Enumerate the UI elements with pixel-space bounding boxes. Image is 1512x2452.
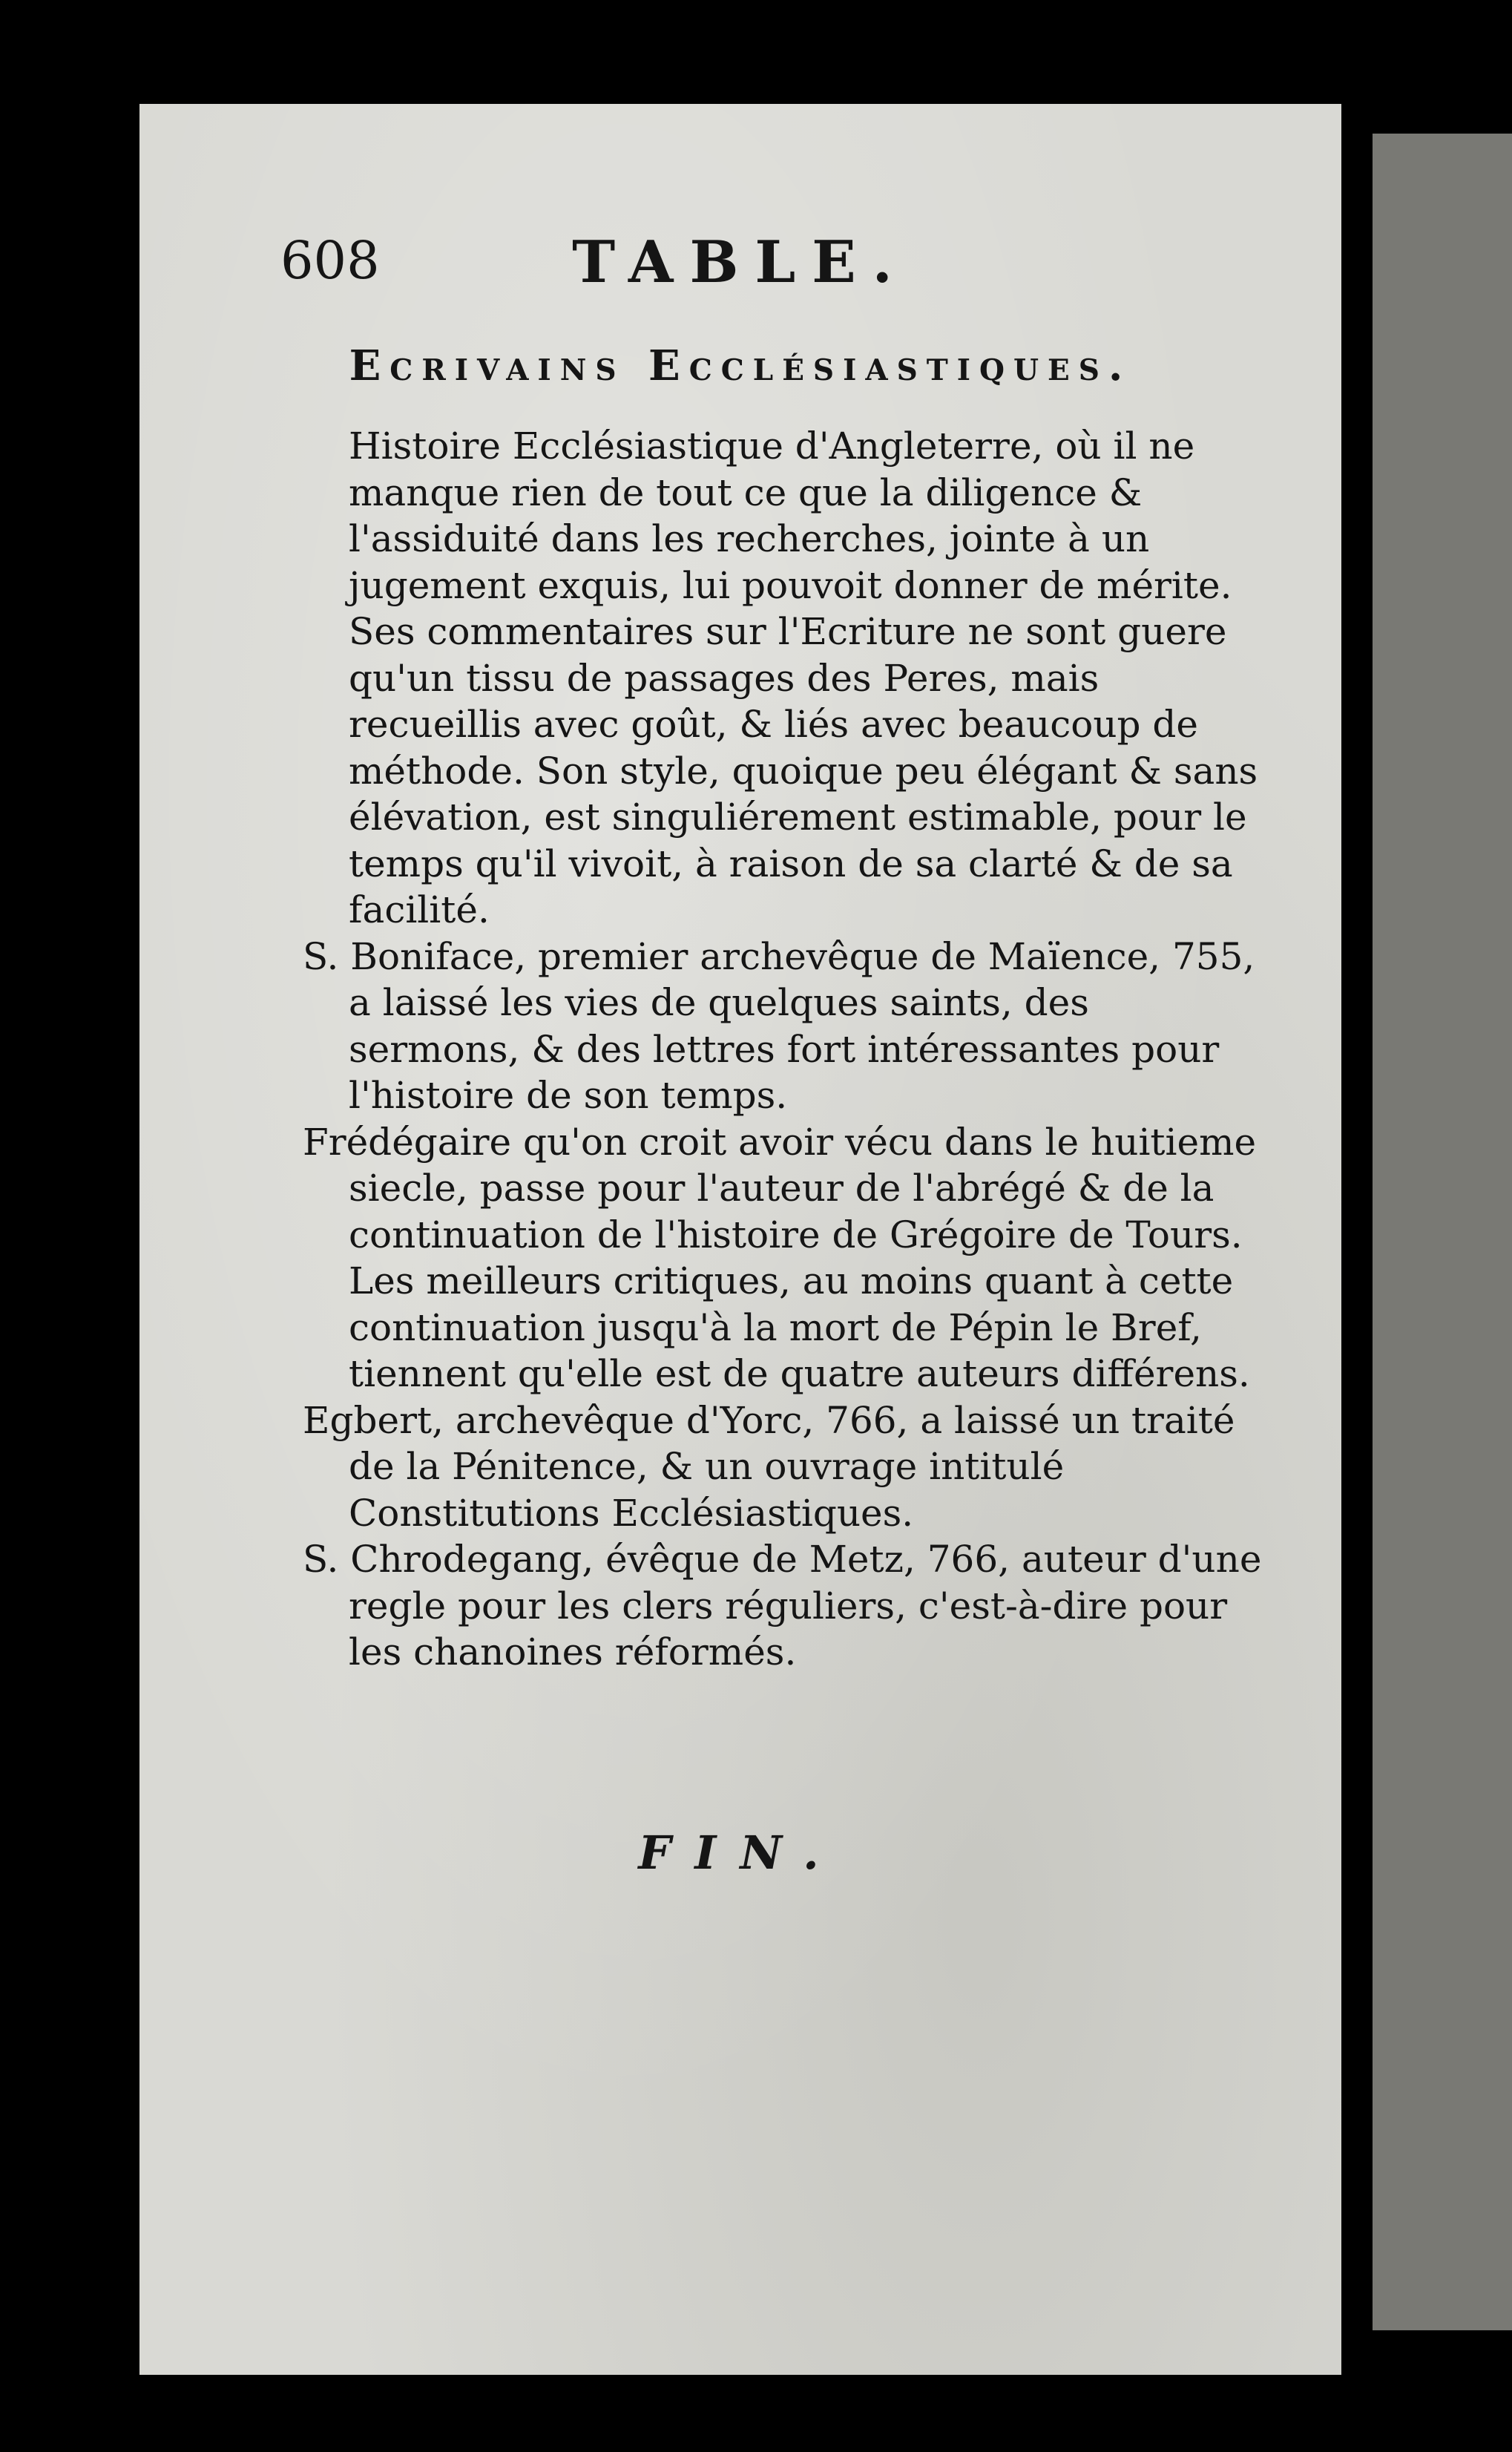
body-text (303, 423, 1267, 1676)
book-page (139, 104, 1341, 2375)
entry-chrodegang: S. Chrodegang, évêque de Metz, 766, auteur d'une regle pour les clers réguliers, c'est-à-dire pour les chanoines réformés. (303, 1538, 1262, 1674)
entry-boniface: S. Boniface, premier archevêque de Maïence, 755, a laissé les vies de quelques saints, des sermons, & des lettres fort intéressantes pour l'histoire de son temps. (303, 934, 1255, 1117)
entry-fredegaire: Frédégaire qu'on croit avoir vécu dans le huitieme siecle, passe pour l'auteur de l'abrégé & de la continuation de l'histoire de Grégoire de Tours. Les meilleurs critiques, au moins quant à cette continuation jusqu'à la mort de Pépin le Bref, tiennent qu'elle est de quatre auteurs différens. (303, 1120, 1257, 1395)
page-number: 608 (280, 230, 380, 291)
entry-bede-continuation: Histoire Ecclésiastique d'Angleterre, où il ne manque rien de tout ce que la diligence & l'assiduité dans les recherches, jointe à un jugement exquis, lui pouvoit donner de mérite. Ses commentaires sur l'Ecriture ne sont guere qu'un tissu de passages des Peres, mais recueillis avec goût, & liés avec beaucoup de méthode. Son style, quoique peu élégant & sans élévation, est singuliérement estimable, pour le temps qu'il vivoit, à raison de sa clarté & de sa facilité. (349, 424, 1258, 931)
running-head: TABLE. (572, 229, 909, 296)
entry-egbert: Egbert, archevêque d'Yorc, 766, a laissé un traité de la Pénitence, & un ouvrage intitulé Constitutions Ecclésiastiques. (303, 1398, 1235, 1535)
end-mark: FIN. (638, 1826, 843, 1880)
facing-page-edge (1373, 134, 1512, 2330)
section-title: Ecrivains Ecclésiastiques. (349, 341, 1132, 390)
